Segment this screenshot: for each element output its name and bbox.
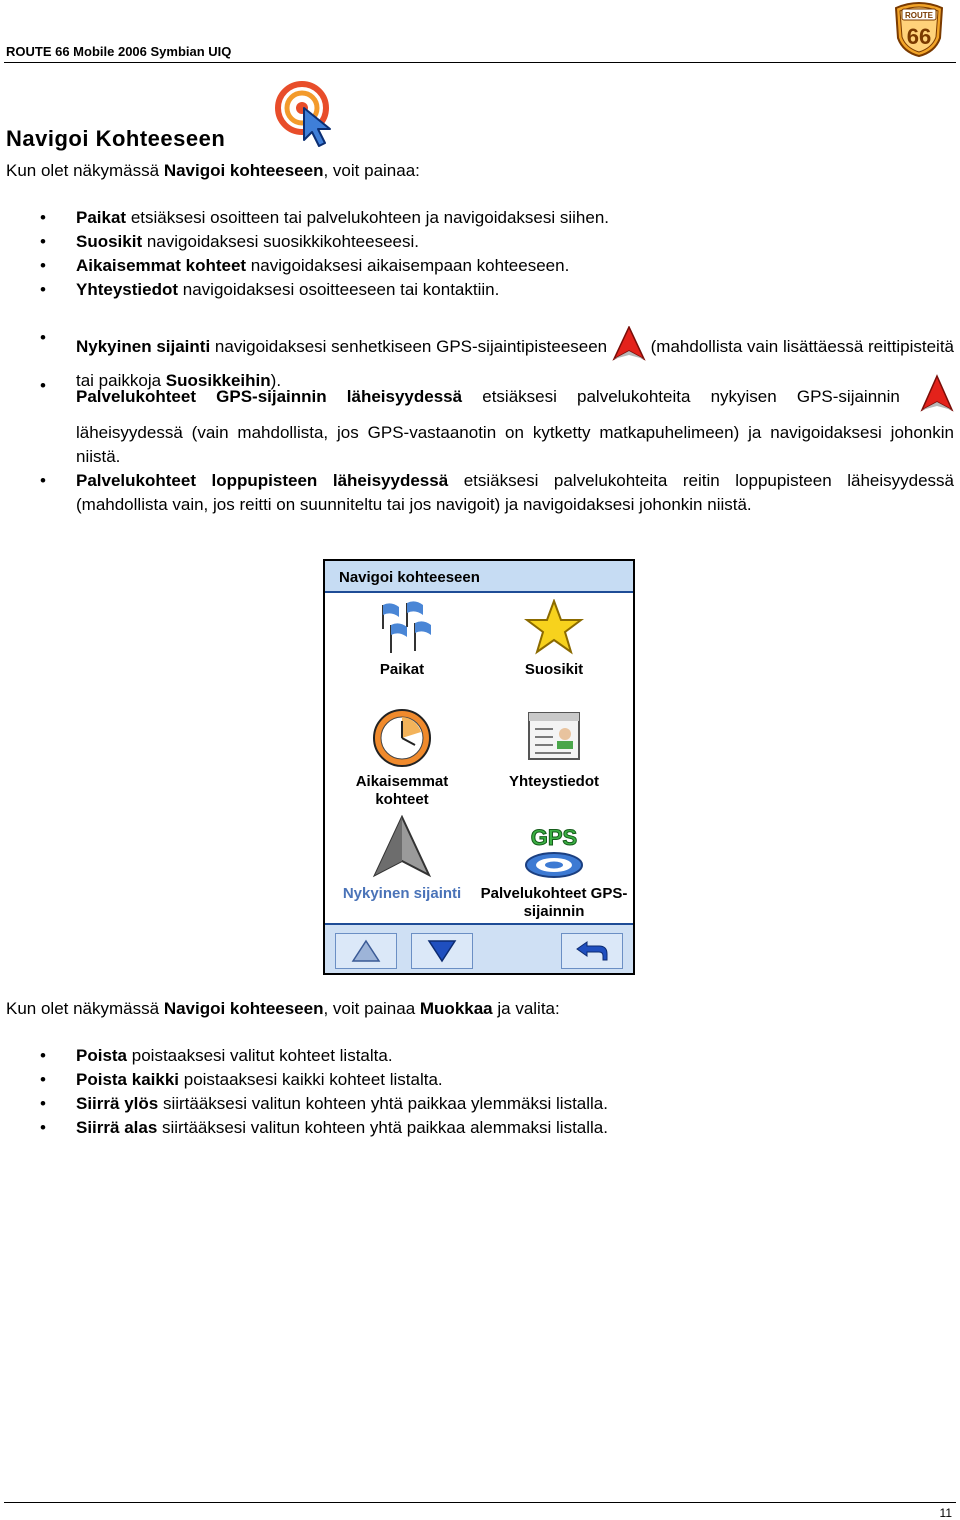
scroll-up-icon [351, 939, 381, 963]
intro-paragraph: Kun olet näkymässä Navigoi kohteeseen, voit painaa: [6, 161, 420, 180]
list-item: • Poista kaikki poistaaksesi kaikki kohteet listalta. [0, 1068, 954, 1092]
list-item: • Palvelukohteet loppupisteen läheisyydessä etsiäksesi palvelukohteita reitin loppupisteen läheisyydessä (mahdollista vain, jos reitti on suunniteltu tai jos navigoit) ja navigoidaksesi johonkin niistä. [0, 469, 954, 517]
flags-icon [371, 599, 433, 657]
menu-item-nykyinen-sijainti[interactable]: Nykyinen sijainti [327, 815, 477, 903]
edit-intro-paragraph: Kun olet näkymässä Navigoi kohteeseen, voit painaa Muokkaa ja valita: [6, 999, 560, 1018]
scroll-up-button[interactable] [335, 933, 397, 969]
menu-item-paikat[interactable]: Paikat [327, 599, 477, 679]
gps-arrow-icon [371, 815, 433, 881]
contact-card-icon [523, 707, 585, 769]
list-item: • Suosikit navigoidaksesi suosikkikohteeseesi. [0, 230, 954, 254]
scroll-down-button[interactable] [411, 933, 473, 969]
gps-target-icon [523, 815, 585, 881]
gps-services-list [0, 374, 954, 517]
target-cursor-icon [274, 80, 340, 150]
list-item: • Nykyinen sijainti navigoidaksesi senhetkiseen GPS-sijaintipisteeseen (mahdollista vain lisättäessä reittipisteitä tai paikkoja Suosikkeihin). [0, 326, 954, 393]
list-item: • Poista poistaaksesi valitut kohteet listalta. [0, 1044, 954, 1068]
route66-shield-logo [890, 0, 948, 58]
star-icon [523, 599, 585, 657]
list-item: • Siirrä ylös siirtääksesi valitun kohteen yhtä paikkaa ylemmäksi listalla. [0, 1092, 954, 1116]
svg-text:ROUTE: ROUTE [905, 11, 933, 20]
svg-text:GPS: GPS [530, 825, 578, 850]
edit-options-list [0, 1044, 954, 1140]
menu-item-yhteystiedot[interactable]: Yhteystiedot [479, 707, 629, 791]
menu-item-palvelukohteet-gps[interactable]: GPS Palvelukohteet GPS-sijainnin [479, 815, 629, 921]
page-number: 11 [939, 1506, 952, 1520]
list-item: • Yhteystiedot navigoidaksesi osoitteeseen tai kontaktiin. [0, 278, 954, 302]
header-divider [4, 62, 956, 63]
svg-text:66: 66 [906, 24, 932, 49]
list-item: • Aikaisemmat kohteet navigoidaksesi aikaisempaan kohteeseen. [0, 254, 954, 278]
document-header-title: ROUTE 66 Mobile 2006 Symbian UIQ [6, 44, 232, 59]
navigation-options-list [0, 206, 954, 302]
clock-icon [371, 707, 433, 769]
gps-arrow-icon [612, 326, 646, 369]
scroll-down-icon [427, 939, 457, 963]
menu-item-aikaisemmat-kohteet[interactable]: Aikaisemmat kohteet [327, 707, 477, 809]
menu-item-suosikit[interactable]: Suosikit [479, 599, 629, 679]
device-title-bar: Navigoi kohteeseen [325, 561, 633, 593]
footer-divider [4, 1502, 956, 1503]
list-item: • Siirrä alas siirtääksesi valitun kohteen yhtä paikkaa alemmaksi listalla. [0, 1116, 954, 1140]
gps-arrow-icon [920, 374, 954, 421]
section-title: Navigoi Kohteeseen [6, 126, 226, 151]
device-toolbar [325, 923, 633, 973]
device-screenshot [323, 559, 635, 975]
list-item: • Palvelukohteet GPS-sijainnin läheisyydessä etsiäksesi palvelukohteita nykyisen GPS-sijainnin läheisyydessä (vain mahdollista, jos GPS-vastaanotin on kytketty matkapuhelimeen) ja navigoidaksesi johonkin niistä. [0, 374, 954, 469]
back-button[interactable] [561, 933, 623, 969]
back-icon [575, 938, 609, 964]
list-item: • Paikat etsiäksesi osoitteen tai palvelukohteen ja navigoidaksesi siihen. [0, 206, 954, 230]
